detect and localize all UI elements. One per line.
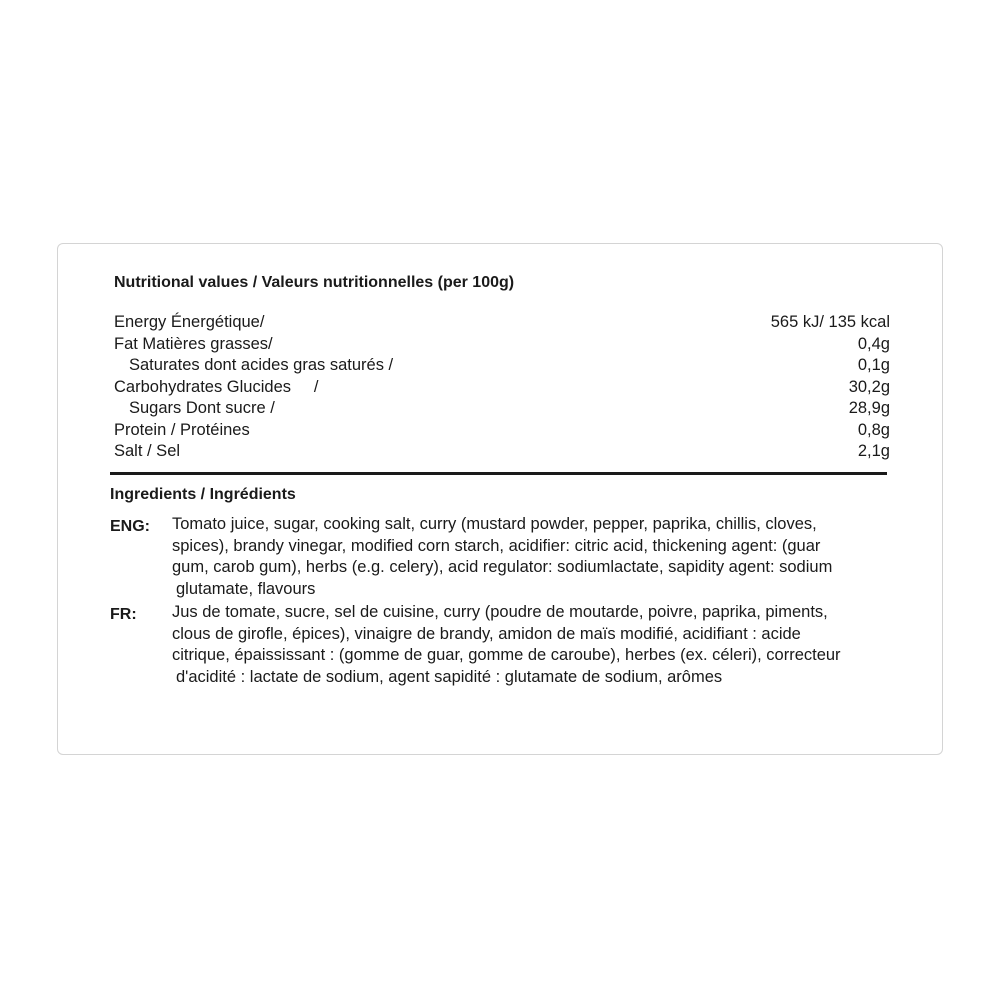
- ingredients-line: clous de girofle, épices), vinaigre de brandy, amidon de maïs modifié, acidifiant : acide: [172, 624, 801, 643]
- nutrient-value: 28,9g: [848, 399, 890, 417]
- nutrient-label: Carbohydrates Glucides /: [114, 377, 319, 396]
- nutrition-row-protein: [114, 420, 890, 442]
- section-divider: [110, 472, 887, 475]
- nutrient-label: Saturates dont acides gras saturés /: [129, 356, 394, 374]
- nutrition-row-sugars: [114, 398, 890, 420]
- ingredients-line: citrique, épaississant : (gomme de guar, gomme de caroube), herbes (ex. céleri), correcteur: [172, 646, 841, 664]
- ingredients-line: Jus de tomate, sucre, sel de cuisine, curry (poudre de moutarde, poivre, paprika, piments,: [172, 603, 828, 621]
- ingredients-line: spices), brandy vinegar, modified corn starch, acidifier: citric acid, thickening agent: (guar: [172, 536, 821, 555]
- nutrition-label-card: [57, 243, 943, 755]
- nutrient-label: Sugars Dont sucre /: [129, 399, 275, 417]
- ingredients-line: Tomato juice, sugar, cooking salt, curry (mustard powder, pepper, paprika, chillis, cloves,: [172, 515, 817, 533]
- nutrient-value: 0,4g: [857, 334, 890, 353]
- nutrition-row-saturates: [114, 355, 890, 377]
- nutrition-row-salt: [114, 441, 890, 463]
- nutrient-label: Energy Énergétique/: [114, 313, 265, 331]
- nutrient-value: 30,2g: [848, 377, 890, 396]
- nutrient-label: Protein / Protéines: [114, 420, 250, 439]
- ingredients-fr-code: FR:: [110, 606, 137, 623]
- ingredients-line: glutamate, flavours: [176, 579, 316, 598]
- nutrient-label: Fat Matières grasses/: [114, 334, 273, 353]
- nutrition-row-carbohydrates: [114, 377, 890, 399]
- nutrition-table: [114, 312, 890, 463]
- ingredients-line: d'acidité : lactate de sodium, agent sapidité : glutamate de sodium, arômes: [176, 667, 723, 686]
- ingredients-eng-text: [172, 514, 932, 600]
- nutrition-title: Nutritional values / Valeurs nutritionnelles (per 100g): [114, 274, 515, 291]
- nutrient-label: Salt / Sel: [114, 442, 181, 460]
- nutrient-value: 565 kJ/ 135 kcal: [770, 313, 890, 331]
- ingredients-eng-code: ENG:: [110, 518, 150, 535]
- ingredients-title: Ingredients / Ingrédients: [110, 486, 296, 503]
- nutrition-row-fat: [114, 334, 890, 356]
- ingredients-fr-text: [172, 602, 932, 688]
- nutrient-value: 0,1g: [857, 356, 890, 374]
- nutrient-value: 2,1g: [857, 442, 890, 460]
- nutrition-row-energy: [114, 312, 890, 334]
- nutrient-value: 0,8g: [857, 420, 890, 439]
- ingredients-line: gum, carob gum), herbs (e.g. celery), acid regulator: sodiumlactate, sapidity agent: sodium: [172, 558, 833, 576]
